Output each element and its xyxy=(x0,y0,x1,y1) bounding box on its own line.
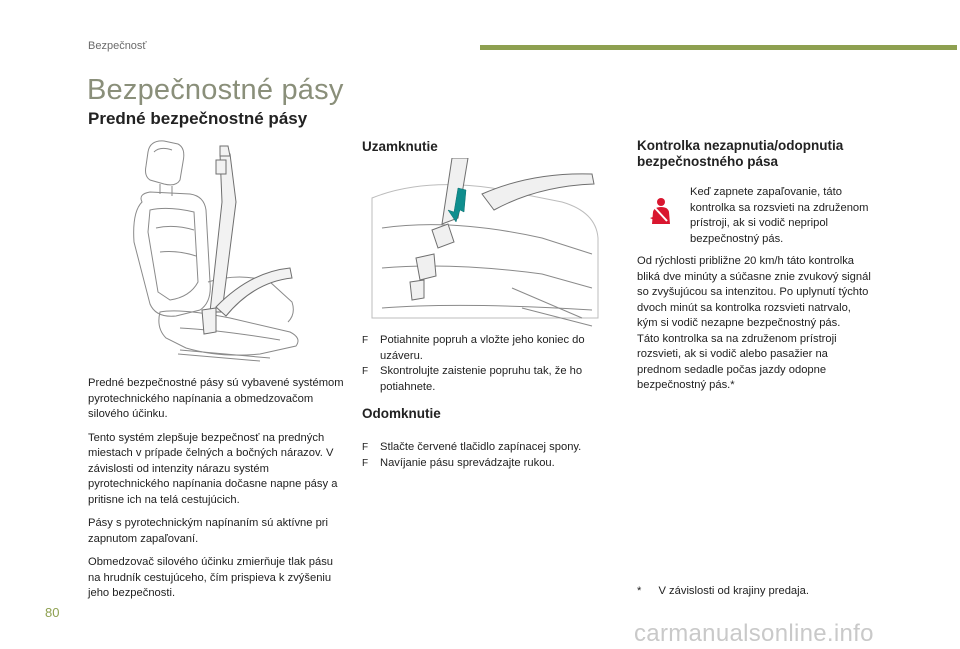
list-item-text: Skontrolujte zaistenie popruhu tak, že ho potiahnete. xyxy=(380,365,583,393)
paragraph-line: bezpečnostný pás.* xyxy=(637,379,735,391)
paragraph-line: so zvyšujúcou sa intenzitou. Po uplynutí týchto xyxy=(637,286,869,298)
unlock-heading: Odomknutie xyxy=(362,406,441,421)
lock-heading: Uzamknutie xyxy=(362,139,438,154)
paragraph-line: kým si vodič nezapne bezpečnostný pás. xyxy=(637,317,841,329)
paragraph-line: Od rýchlosti približne 20 km/h táto kontrolka xyxy=(637,255,855,267)
list-item xyxy=(362,364,607,395)
header-rule xyxy=(480,45,957,50)
page-subtitle: Predné bezpečnostné pásy xyxy=(88,109,308,128)
paragraph: Obmedzovač silového účinku zmierňuje tlak pásu na hrudník cestujúceho, čím prispieva k zvýšeniu jeho bezpečnosti. xyxy=(88,556,334,599)
seatbelt-warning-icon xyxy=(648,197,674,225)
warning-heading-line: Kontrolka nezapnutia/odopnutia xyxy=(637,138,844,153)
warning-paragraph xyxy=(637,254,937,394)
paragraph: Predné bezpečnostné pásy sú vybavené systémom pyrotechnického napínania a obmedzovačom silového účinku. xyxy=(88,377,344,420)
paragraph: Pásy s pyrotechnickým napínaním sú aktívne pri zapnutom zapaľovaní. xyxy=(88,517,329,545)
paragraph: Tento systém zlepšuje bezpečnosť na predných miestach v prípade čelných a bočných nárazov. V závislosti od intenzity nárazu systém pyrotechnického napínania dočasne napne pásy a pritisne ich na telá cestujúcich. xyxy=(88,431,338,506)
unlock-steps xyxy=(362,440,622,471)
warning-heading xyxy=(637,138,937,170)
lock-steps xyxy=(362,333,607,395)
footnote-mark: * xyxy=(637,585,642,597)
list-item-text: Stlačte červené tlačidlo zapínacej spony. xyxy=(380,441,582,453)
seat-illustration xyxy=(120,132,330,362)
paragraph-line: bliká dve minúty a súčasne znie zvukový signál xyxy=(637,270,871,283)
page-title: Bezpečnostné pásy xyxy=(87,74,344,106)
bullet-mark: F xyxy=(362,457,369,469)
paragraph-line: rozsvieti, ak si vodič alebo pasažier na xyxy=(637,348,828,360)
list-item-text: Potiahnite popruh a vložte jeho koniec do uzáveru. xyxy=(380,334,585,362)
list-item xyxy=(362,333,607,364)
paragraph-line: prednom sedadle počas jazdy odopne xyxy=(637,363,827,376)
footnote-text: V závislosti od krajiny predaja. xyxy=(658,585,809,597)
bullet-mark: F xyxy=(362,366,369,377)
paragraph-line: Táto kontrolka sa na združenom prístroji xyxy=(637,332,837,345)
icon-description: Keď zapnete zapaľovanie, táto kontrolka sa rozsvieti na združenom prístroji, ak si vodič nepripol bezpečnostný pás. xyxy=(690,186,869,245)
list-item-text: Navíjanie pásu sprevádzajte rukou. xyxy=(380,456,555,469)
bullet-mark: F xyxy=(362,442,369,453)
paragraph-line: dvoch minút sa kontrolka rozsvieti natrvalo, xyxy=(637,301,851,314)
list-item xyxy=(362,440,622,456)
section-label: Bezpečnosť xyxy=(88,40,147,52)
warning-heading-line: bezpečnostného pása xyxy=(637,154,779,169)
page-number: 80 xyxy=(45,605,60,620)
list-item xyxy=(362,456,622,472)
left-text xyxy=(88,376,348,602)
watermark: carmanualsonline.info xyxy=(634,620,874,647)
bullet-mark: F xyxy=(362,335,369,346)
buckle-illustration xyxy=(362,158,602,330)
footnote xyxy=(637,584,809,600)
